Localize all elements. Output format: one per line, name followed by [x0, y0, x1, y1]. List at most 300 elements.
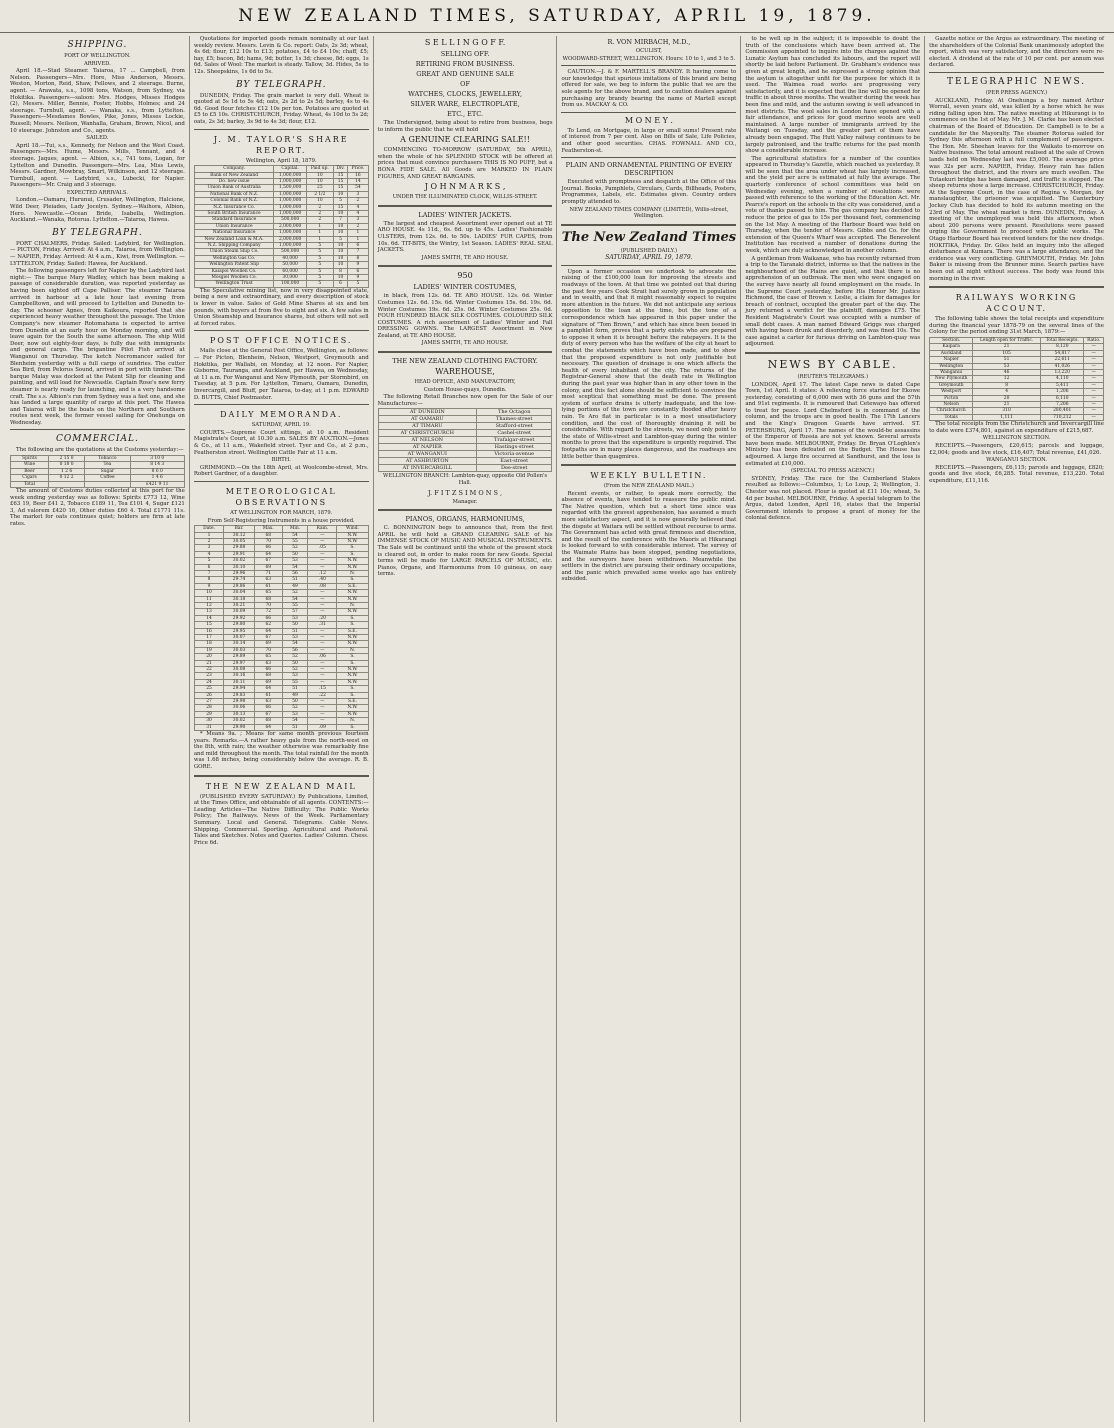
branch-cell: Thames-street: [476, 416, 552, 423]
divider: [745, 352, 920, 354]
meteo-cell: N.W.: [337, 596, 368, 602]
meteo-cell: 30.12: [224, 532, 255, 538]
mirbach-heading: R. VON MIRBACH, M.D.,: [607, 38, 691, 46]
divider: [561, 157, 736, 158]
costumes-heading: LADIES' WINTER COSTUMES,: [413, 283, 517, 292]
meteo-cell: S.: [337, 551, 368, 557]
meteo-cell: —: [308, 532, 337, 538]
rail-header: Ratio.: [1084, 337, 1104, 343]
meteo-cell: 29.83: [224, 692, 255, 698]
share-cell: 16: [348, 172, 368, 178]
branch-row: [378, 423, 552, 430]
meteo-cell: S.: [337, 615, 368, 621]
wanganui-section-heading: WANGANUI SECTION.: [986, 457, 1047, 464]
nz-mail-text: (PUBLISHED EVERY SATURDAY.) By Publications, Limited, at the Times Office, and obtainable of all agents. CONTENTS:— Leading Articles—The Native Difficulty; The Public Works Policy; The Railways. News of the Week. Parliamentary Summary. Local and General. Telegrams. Cable News. Shipping. Commercial. Sporting. Agricultural and Pastoral. Tales and Sketches. Notes and Queries. Ladies' Column. Chess. Price 6d.: [193, 793, 371, 846]
meteo-cell: 29.90: [224, 724, 255, 730]
meteo-cell: 14: [194, 615, 223, 621]
meteo-cell: 50: [282, 660, 308, 666]
meteo-header: Max.: [254, 526, 282, 532]
rail-cell: 1,111: [973, 414, 1041, 420]
meteo-cell: N.W.: [337, 705, 368, 711]
branch-cell: AT WANGANUI: [378, 451, 476, 458]
meteo-cell: .22: [308, 692, 337, 698]
share-cell: 7: [333, 217, 347, 223]
rail-cell: New Plymouth: [930, 376, 973, 382]
meteo-cell: 22: [194, 667, 223, 673]
meteo-cell: 52: [282, 654, 308, 660]
meteo-cell: 29.98: [224, 699, 255, 705]
meteo-cell: 52: [282, 667, 308, 673]
arrived-heading: ARRIVED.: [84, 60, 111, 67]
share-cell: 1,000,000: [274, 210, 306, 216]
meteo-cell: S.: [337, 654, 368, 660]
share-cell: Union Bank of Australia: [194, 185, 274, 191]
share-cell: Standard Insurance: [194, 217, 274, 223]
share-row: [194, 230, 368, 236]
share-cell: 1: [348, 230, 368, 236]
cable-sub: (REUTER'S TELEGRAMS.): [797, 373, 868, 380]
railways-heading: RAILWAYS WORKING ACCOUNT.: [955, 293, 1078, 314]
meteorological-table: [194, 525, 369, 731]
divider: [561, 65, 736, 66]
share-cell: Wellington Trust: [194, 281, 274, 287]
share-table: [194, 165, 369, 288]
meteo-cell: 30.02: [224, 718, 255, 724]
rail-cell: 41,026: [1041, 363, 1084, 369]
share-cell: 10: [306, 198, 333, 204]
share-cell: 9: [348, 262, 368, 268]
meteo-cell: 29.89: [224, 654, 255, 660]
rail-cell: —: [1084, 350, 1104, 356]
meteo-cell: —: [308, 699, 337, 705]
meteo-cell: 68: [254, 532, 282, 538]
share-header: Company.: [194, 166, 274, 172]
share-cell: 5: [333, 198, 347, 204]
wellington-section-heading: WELLINGTON SECTION.: [982, 435, 1051, 442]
meteo-cell: 62: [254, 622, 282, 628]
rail-row: [930, 414, 1104, 420]
printing-footer: NEW ZEALAND TIMES COMPANY (LIMITED), Willis-street, Wellington.: [569, 206, 729, 220]
meteo-cell: 54: [282, 718, 308, 724]
share-header: Price.: [348, 166, 368, 172]
meteo-cell: —: [308, 590, 337, 596]
column-4: [557, 36, 741, 1422]
market-text: Quotations for imported goods remain nominally at our last weekly review. Messrs. Levin & Co. report: Oats, 2s 3d; wheat, 4s 6d; flour, £12 10s to £13; potatoes, £4 to £4 10s; chaff, £5; hay, £5; bacon, 8d; hams, 9d; butter, 1s 3d; cheese, 8d; eggs, 1s 6d. Sales of Wool: The market is steady. Tallow, 3d. Hides, 5s to 12s. Sheepskins, 1s 6d to 5s.: [193, 36, 371, 75]
meteo-cell: 12: [194, 602, 223, 608]
rail-cell: —: [1084, 395, 1104, 401]
printing-heading: PLAIN AND ORNAMENTAL PRINTING OF EVERY DESCRIPTION: [565, 161, 733, 178]
divider: [194, 404, 369, 405]
customs-cell: Spirits: [11, 456, 49, 462]
rail-cell: 13,220: [1041, 370, 1084, 376]
meteo-cell: 52: [282, 705, 308, 711]
meteo-cell: —: [308, 635, 337, 641]
meteo-cell: 54: [282, 641, 308, 647]
divider: [10, 429, 185, 430]
share-cell: 1,000,000: [274, 230, 306, 236]
meteo-cell: 27: [194, 699, 223, 705]
by-telegraph-heading: BY TELEGRAPH.: [52, 227, 143, 238]
meteo-cell: 11: [194, 596, 223, 602]
rail-cell: 4,110: [1041, 376, 1084, 382]
customs-cell: Coffee: [85, 475, 130, 481]
meteo-cell: 19: [194, 647, 223, 653]
meteo-cell: 16: [194, 628, 223, 634]
divider: [929, 72, 1104, 73]
customs-cell: Total: [11, 481, 49, 487]
meteo-cell: —: [308, 711, 337, 717]
customs-cell: [48, 481, 84, 487]
meteo-cell: 49: [282, 583, 308, 589]
meteo-cell: 30.02: [224, 558, 255, 564]
branch-cell: AT TIMARU: [378, 423, 476, 430]
meteo-cell: .08: [308, 583, 337, 589]
marks-name: J O H N M A R K S ,: [424, 182, 506, 192]
post-office-text: Mails close at the General Post Office, Wellington, as follows:— For Picton, Blenheim, Nelson, Westport, Greymouth and Hokitika, per Wallabi, on Monday, at 12 noon. For Napier, Gisborne, Tauranga, and Auckland, per Hawea, on Wednesday, at 11 a.m. For Wanganui and New Plymouth, per Stormbird, on Tuesday, at 5 p.m. For Lyttelton, Timaru, Oamaru, Dunedin, Invercargill, and Bluff, per Taiaroa, to-day, at 1 p.m. EDWARD D. BUTTS, Chief Postmaster.: [193, 348, 371, 401]
sale-block-line: WATCHES, CLOCKS, JEWELLERY,: [408, 90, 523, 98]
grain-telegraph-heading: BY TELEGRAPH.: [235, 79, 327, 90]
columns: [6, 36, 1108, 1422]
rail-cell: 5,411: [1041, 382, 1084, 388]
share-cell: 10: [333, 255, 347, 261]
customs-cell: 1 4 6: [130, 475, 184, 481]
share-cell: 25: [306, 185, 333, 191]
meteo-cell: 55: [282, 538, 308, 544]
meteo-cell: 4: [194, 551, 223, 557]
meteo-cell: —: [308, 596, 337, 602]
railways-intro: The following table shows the total receipts and expenditure during the financial year 1878-79 on the several lines of the Colony for the period ending 31st March, 1879:—: [929, 316, 1106, 336]
meteo-cell: N.W.: [337, 609, 368, 615]
meteo-cell: 29.80: [224, 622, 255, 628]
rail-cell: —: [1084, 357, 1104, 363]
meteo-cell: 53: [282, 558, 308, 564]
share-cell: Do. new issue: [194, 178, 274, 184]
meteo-cell: 30.04: [224, 590, 255, 596]
branch-row: [378, 409, 552, 416]
meteo-cell: 54: [282, 564, 308, 570]
meteo-cell: —: [308, 628, 337, 634]
share-cell: 6: [348, 268, 368, 274]
meteo-cell: 30: [194, 718, 223, 724]
wellington-branch: WELLINGTON BRANCH: Lambton-quay, opposite Old Pollen's Hall.: [383, 473, 548, 487]
customs-cell: 0 12 2: [48, 475, 84, 481]
share-cell: 1,000,000: [274, 172, 306, 178]
meteo-cell: 51: [282, 724, 308, 730]
share-cell: 5: [306, 255, 333, 261]
meteo-cell: 53: [282, 711, 308, 717]
customs-cell: 3 10 0: [130, 456, 184, 462]
meteo-cell: N.W.: [337, 679, 368, 685]
winter-jackets-heading: LADIES' WINTER JACKETS.: [418, 210, 512, 219]
meteo-cell: .31: [308, 622, 337, 628]
rail-cell: —: [1084, 363, 1104, 369]
customs-cell: 2 15 0: [48, 456, 84, 462]
share-cell: 10: [333, 191, 347, 197]
divider: [929, 286, 1104, 288]
meteo-cell: 24: [194, 679, 223, 685]
meteo-cell: 65: [254, 590, 282, 596]
meteo-cell: 69: [254, 641, 282, 647]
costumes-text: in black, from 12s. 6d. TE ARO HOUSE. 12s. 6d. Winter Costumes 12s. 6d. 15s. 6d. Winter Costumes 15s. 6d. 19s. 6d. Winter Costumes 19s. 6d. 25s. 0d. Winter Costumes 25s. 0d. FOUR HUNDRED BLACK SILK COSTUMES. COLOURED SILK COSTUMES. A rich assortment of Ladies' Winter and Fall DRESSING GOWNS. The LARGEST Assortment in New Zealand, at TE ARO HOUSE.: [377, 293, 555, 339]
share-cell: 9: [348, 275, 368, 281]
local-news-a: to be well up in the subject; it is impossible to doubt the truth of the conclusions which have been arrived at. The Commission appointed to inquire into the charges against the Lunatic Asylum has concluded its labours, and the report will shortly be laid before Parliament. Dr. Grabham's evidence was given at great length, and he expressed a strong opinion that the asylum is altogether unfit for the purpose for which it is used. The Waimea road works are progressing very satisfactorily, and it is expected that the line will be opened for traffic in about three months. The weather during the week has been fine and mild, and the autumn sowing is well advanced in most districts. The wool sales in London have opened with a fair attendance, and prices for good merino wools are well maintained. A large number of immigrants arrived by the Waitangi on Tuesday, and the greater part of them have already been engaged. The Hutt Valley railway continues to be largely patronised, and the traffic returns for the past month show a considerable increase.: [745, 36, 922, 155]
rail-cell: —: [1084, 376, 1104, 382]
share-cell: 40,000: [274, 255, 306, 261]
divider: [561, 224, 736, 226]
customs-cell: Sugar: [85, 468, 130, 474]
weekly-bulletin-sub: (From the NEW ZEALAND MAIL.): [603, 483, 694, 490]
customs-row: [11, 481, 185, 487]
share-cell: Mosgiel Woollen Co.: [194, 275, 274, 281]
customs-cell: 8 14 3: [130, 462, 184, 468]
share-cell: 2: [306, 204, 333, 210]
warehouse-address: Custom House-quays, Dunedin.: [423, 386, 507, 393]
divider: [561, 265, 736, 266]
memoranda-text: COURTS.—Supreme Court sittings, at 10 a.m. Resident Magistrate's Court, at 10.30 a.m. SALES BY AUCTION.—Jones & Co., at 11 a.m., Wakefield street. Tyer and Co., at 2 p.m., Featherston street. Wellington Cattle Fair at 11 a.m.: [193, 429, 371, 456]
share-cell: Union Steam Ship Co.: [194, 249, 274, 255]
customs-cell: 0 18 0: [48, 462, 84, 468]
branch-row: [378, 416, 552, 423]
meteo-cell: 64: [254, 628, 282, 634]
branch-cell: Stafford-street: [476, 423, 552, 430]
meteo-cell: S.: [337, 692, 368, 698]
clothing-factory-heading: THE NEW ZEALAND CLOTHING FACTORY.: [392, 357, 538, 366]
meteo-cell: 29.92: [224, 615, 255, 621]
divider: [378, 205, 553, 207]
rail-cell: Kaipara: [930, 344, 973, 350]
special-heading: (SPECIAL TO PRESS AGENCY.): [790, 468, 875, 475]
telegraphic-text: AUCKLAND, Friday. At Onehunga a boy named Arthur Worrall, seven years old, was killed by a horse which he was riding falling upon him. The native meeting at Hikurangi is to commence on the 1st of May. Mr. J. M. Clarke has been elected chairman of the Board of Education. Dr. Campbell is to be a candidate for the Mayoralty. The steamer Rotorua sailed for Sydney this afternoon with a full complement of passengers. The Hon. Mr. Sheehan leaves for the Waikato to-morrow on Native business. The total amount realised at the sale of Crown lands held on Wednesday last was £5,000. The average price was 32s per acre. NAPIER, Friday. Heavy rain has fallen throughout the district, and the rivers are much swollen. The Tutaekuri bridge has been damaged, and traffic is stopped. The sheep returns show a large increase. CHRISTCHURCH, Friday. At the Supreme Court, in the case of Regina v. Morgan, for manslaughter, the prisoner was acquitted. The Canterbury Jockey Club has decided to hold its autumn meeting on the 23rd of May. The wheat market is firm. DUNEDIN, Friday. A meeting of the unemployed was held this afternoon, when about 200 persons were present. Resolutions were passed urging the Government to proceed with public works. The Otago Harbour Board has received tenders for the new dredge. HOKITIKA, Friday. Dr. Giles held an inquiry into the alleged disturbance at Kumara. There was a large attendance, and the evidence was very conflicting. GREYMOUTH, Friday. Mr. John Baker is missing from the Brunner mine. Search parties have been out all night without success. The body was found this morning in the river.: [929, 97, 1106, 282]
meteo-cell: .15: [308, 686, 337, 692]
divider: [378, 509, 553, 511]
mirbach-sub: OCULIST,: [635, 48, 662, 54]
rail-header: Section.: [930, 337, 973, 343]
sale-text: COMMENCING TO-MORROW (SATURDAY, 5th APRIL), when the whole of his SPLENDID STOCK will be offered at prices that must convince purchasers THIS IS NO PUFF, but a BONA FIDE SALE. All Goods are MARKED IN PLAIN FIGURES, AND GREAT BARGAINS.: [377, 147, 555, 180]
meteo-cell: 31: [194, 724, 223, 730]
share-cell: 10: [306, 172, 333, 178]
meteo-cell: 53: [282, 673, 308, 679]
rail-cell: Picton: [930, 395, 973, 401]
branch-cell: Cashel-street: [476, 430, 552, 437]
share-cell: Bank of New Zealand: [194, 172, 274, 178]
memoranda-date: SATURDAY, APRIL 19.: [251, 422, 311, 429]
meteo-cell: .12: [308, 570, 337, 576]
meteo-cell: 51: [282, 577, 308, 583]
branch-cell: AT OAMARU: [378, 416, 476, 423]
share-cell: 1,000,000: [274, 198, 306, 204]
rail-cell: Nelson: [930, 402, 973, 408]
share-cell: 5: [306, 281, 333, 287]
share-cell: 14: [348, 178, 368, 184]
share-cell: 10: [333, 249, 347, 255]
customs-cell: [85, 481, 130, 487]
share-cell: 30,000: [274, 275, 306, 281]
meteo-cell: —: [308, 602, 337, 608]
meteo-cell: 56: [282, 570, 308, 576]
te-aro-signature: JAMES SMITH, TE ARO HOUSE.: [421, 254, 509, 261]
issue-label: (PUBLISHED DAILY.): [620, 247, 678, 254]
meteo-cell: N.W.: [337, 564, 368, 570]
share-cell: 4: [348, 204, 368, 210]
meteo-cell: —: [308, 667, 337, 673]
meteo-cell: —: [308, 538, 337, 544]
meteo-cell: 67: [254, 558, 282, 564]
costumes-number: 950: [457, 271, 473, 281]
meteo-cell: 56: [282, 647, 308, 653]
meteo-cell: 20: [194, 654, 223, 660]
meteo-cell: 2: [194, 538, 223, 544]
meteo-row: [194, 724, 368, 730]
share-cell: 2: [306, 210, 333, 216]
rail-cell: 1,206: [1041, 389, 1084, 395]
meteo-cell: 18: [194, 641, 223, 647]
meteo-cell: 64: [254, 724, 282, 730]
meteo-cell: 63: [254, 577, 282, 583]
meteo-cell: 30.05: [224, 538, 255, 544]
share-cell: Wellington Patent Slip: [194, 262, 274, 268]
share-cell: 1: [306, 223, 333, 229]
rail-cell: —: [1084, 344, 1104, 350]
meteo-cell: —: [308, 551, 337, 557]
rail-cell: 20: [973, 395, 1041, 401]
customs-cell: 1 2 6: [48, 468, 84, 474]
meteo-cell: 67: [254, 635, 282, 641]
share-header: Div.: [333, 166, 347, 172]
share-row: [194, 178, 368, 184]
share-cell: 1,000,000: [274, 191, 306, 197]
share-cell: 4: [348, 210, 368, 216]
meteo-cell: 6: [194, 564, 223, 570]
meteo-header: Bar.: [224, 526, 255, 532]
rail-cell: —: [1084, 382, 1104, 388]
branch-row: [378, 437, 552, 444]
rail-cell: Auckland: [930, 350, 973, 356]
share-cell: 50,000: [274, 262, 306, 268]
cable-heading: NEWS BY CABLE.: [767, 357, 898, 371]
meteo-cell: 3: [194, 545, 223, 551]
meteorological-heading: METEOROLOGICAL OBSERVATIONS: [225, 486, 337, 507]
meteo-cell: —: [308, 609, 337, 615]
memoranda-heading: DAILY MEMORANDA.: [220, 410, 343, 420]
paper-title: The New Zealand Times: [561, 229, 737, 245]
share-cell: 2,000,000: [274, 223, 306, 229]
divider: [194, 129, 369, 130]
meteo-cell: 68: [254, 673, 282, 679]
meteo-cell: 29.86: [224, 583, 255, 589]
meteo-cell: 70: [254, 647, 282, 653]
meteo-cell: 29.88: [224, 545, 255, 551]
share-cell: 54: [348, 185, 368, 191]
meteo-cell: 10: [194, 590, 223, 596]
share-cell: 8: [333, 268, 347, 274]
branch-cell: Dee-street: [476, 465, 552, 472]
share-cell: 8: [348, 255, 368, 261]
meteo-cell: N.W.: [337, 667, 368, 673]
share-cell: 5: [306, 262, 333, 268]
share-report-heading: J. M. TAYLOR'S SHARE REPORT.: [213, 134, 349, 155]
share-cell: 2 1/2: [306, 191, 333, 197]
divider: [378, 351, 553, 353]
meteo-cell: 71: [254, 570, 282, 576]
meteo-cell: 30.07: [224, 635, 255, 641]
share-cell: 1: [348, 236, 368, 242]
meteo-cell: 66: [254, 615, 282, 621]
share-cell: 1,500,000: [274, 185, 306, 191]
weekly-bulletin-text: Recent events, or rather, to speak more correctly, the absence of events, have tended to reassure the public mind. The Native question, which but a short time since was regarded with the gravest apprehension, has assumed a much more satisfactory aspect, and it is now generally believed that the dispute at Waitara will be settled without recourse to arms. The Government has acted with great firmness and discretion, and the result of the conference with the Maoris at Hikurangi is looked forward to with considerable interest. The survey of the Waimate Plains has been stopped, pending negotiations, and the surveyors have been withdrawn. Meanwhile the settlers in the district are pursuing their ordinary occupations, and the panic which prevailed some weeks ago has entirely subsided.: [561, 490, 739, 583]
rail-cell: 51: [973, 357, 1041, 363]
meteo-cell: 30.11: [224, 679, 255, 685]
meteo-cell: 9: [194, 583, 223, 589]
commercial-intro: The following are the quotations at the Customs yesterday:—: [16, 447, 184, 454]
meteo-cell: 53: [282, 615, 308, 621]
rail-cell: Napier: [930, 357, 973, 363]
meteo-cell: —: [308, 641, 337, 647]
share-cell: 5: [348, 281, 368, 287]
divider: [378, 265, 553, 267]
share-cell: Union Insurance: [194, 223, 274, 229]
branches-intro: The following Retail Branches now open for the Sale of our Manufactures:—: [377, 394, 555, 407]
rail-cell: 8,120: [1041, 344, 1084, 350]
meteo-cell: 13: [194, 609, 223, 615]
meteo-cell: 29.74: [224, 577, 255, 583]
share-cell: 10: [333, 230, 347, 236]
share-cell: Colonial Bank of N.Z.: [194, 198, 274, 204]
rail-header: Length open for Traffic.: [973, 337, 1041, 343]
local-news-b: The agricultural statistics for a number of the counties appeared in Thursday's Gazette, which reached us yesterday. It will be seen that the area under wheat has largely increased, and the yield per acre is estimated at fully the average. The quarterly conference of school committees was held on Wednesday evening, when a number of resolutions were passed with reference to the working of the Education Act. Mr. Pearce's report on the schools in the city was considered, and a vote of thanks passed to him. The gas company has decided to reduce the price of gas to 15s per thousand feet, commencing on the 1st May. A meeting of the Harbour Board was held on Thursday, when the tender of Messrs. Gibbs and Co. for the extension of the Queen's Wharf was accepted. The Benevolent Institution has received a number of donations during the week, which are duly acknowledged in another column.: [745, 155, 922, 254]
meteo-cell: 30.21: [224, 602, 255, 608]
meteo-cell: —: [308, 564, 337, 570]
meteo-cell: 15: [194, 622, 223, 628]
money-text: To Lend, on Mortgage, in large or small sums! Present rate of interest from 7 per cent. Also on Bills of Sale, Life Policies, and other good securities. CHAS. FOWNALL AND CO., Featherston-st.: [561, 127, 739, 154]
share-header: Capital.: [274, 166, 306, 172]
meteo-cell: 70: [254, 602, 282, 608]
sale-block-line: ETC., ETC.: [447, 110, 484, 118]
sale-block-line: OF: [460, 80, 470, 88]
pianos-heading: PIANOS, ORGANS, HARMONIUMS,: [405, 515, 525, 524]
meteo-cell: 66: [254, 705, 282, 711]
share-row: [194, 210, 368, 216]
customs-row: [11, 456, 185, 462]
customs-cell: Wine: [11, 462, 49, 468]
meteo-cell: N.W.: [337, 641, 368, 647]
meteo-cell: 30.09: [224, 609, 255, 615]
editorial-text: Upon a former occasion we undertook to advocate the raising of the £100,000 loan for improving the streets and roadways of the town. At that time we pointed out that during the past few years Cook Strait had surely grown in population and in wealth, and that it might reasonably expect to require more attention in the future. We did not anticipate any serious opposition to the loan at the time, but the tone of a correspondence which has appeared in this paper under the signature of "Tom Brown," and which has since been issued in a pamphlet form, proves that a party exists who are prepared to oppose it when it is brought before the ratepayers. It is the duty of every person who has the welfare of the city at heart to combat the statements which have been made, and to show that the proposed expenditure is not only justifiable but necessary. The question of drainage is one which affects the health of every inhabitant of the city. The returns of the Registrar-General show that the death rate in Wellington during the past year was higher than in any other town in the colony, and this fact alone should be sufficient to convince the most sceptical that something must be done. The present system of surface drains is utterly inadequate, and the low-lying portions of the town are constantly flooded after heavy rain. Te Aro flat in particular is in a most unsatisfactory condition, and the cost of thoroughly draining it will be considerable. With regard to the streets, we need only point to the state of Willis-street and Lambton-quay during the winter months to prove that the expenditure is urgently required. The footpaths are in many places dangerous, and the roadways are little better than quagmires.: [561, 268, 739, 460]
share-cell: 10: [333, 210, 347, 216]
meteo-cell: 55: [282, 602, 308, 608]
share-cell: 15: [333, 172, 347, 178]
meteo-cell: 23: [194, 673, 223, 679]
rail-cell: 710,212: [1041, 414, 1084, 420]
fitzsimons-title: Manager.: [452, 498, 478, 505]
column-1: [6, 36, 190, 1422]
meteo-cell: 29.94: [224, 686, 255, 692]
meteo-cell: N.W.: [337, 711, 368, 717]
warehouse-heading: WAREHOUSE,: [435, 367, 495, 377]
meteo-cell: S.: [337, 724, 368, 730]
meteo-cell: 51: [282, 686, 308, 692]
special-text: SYDNEY, Friday. The race for the Cumberland Stakes resulted as follows:—Columbus, 1; Lo Loup, 2; Wellington, 3. Chester was not placed. Flour is quoted at £11 10s; wheat, 5s 4d per bushel. MELBOURNE, Friday. A special telegram to the Argus, dated London, April 16, states that the Imperial Government intends to propose a grant of money for the colonial defence.: [745, 475, 922, 522]
branch-cell: Victoria-avenue: [476, 451, 552, 458]
branch-cell: AT CHRISTCHURCH: [378, 430, 476, 437]
branch-cell: AT NELSON: [378, 437, 476, 444]
share-cell: National Bank of N.Z.: [194, 191, 274, 197]
fitzsimons-name: J. F I T Z S I M O N S ,: [428, 488, 503, 497]
meteo-cell: S.: [337, 545, 368, 551]
meteorological-remarks: * Means 9a. ; Means for same month previous fourteen years. Remarks.—A rather heavy gale from the north-west on the 8th, with rain; the weather otherwise was remarkably fine and mild throughout the month. The total rainfall for the month was 1.68 inches, being considerably below the average. R. B. GORE.: [193, 731, 371, 771]
shipping-news-text: The following passengers left for Napier by the Ladybird last night:— The barque Mary Wadley, which has been making a passage of considerable duration, was reported yesterday as having been sighted off Cape Palliser. The steamer Taiaroa arrived in harbour at a late hour last evening from Campbelltown, and will proceed to Lyttelton and Dunedin to-day. The schooner Agnes, from Kaikoura, reported that she experienced heavy weather throughout the passage. The Union Company's new steamer Rotomahana is expected to arrive from Dunedin at an early hour on Monday morning, and will leave again for the South the same afternoon. The ship Wild Deer, now out eighty-four days, is fully due with immigrants and general cargo. The brigantine Pilot Fish arrived at Wanganui on Thursday. The ketch Necromancer sailed for Blenheim yesterday with a full cargo of sundries. The cutter Sea Bird, from Pelorus Sound, arrived in port with timber. The barque Malay was docked at the Patent Slip for cleaning and painting, and will load for Newcastle. Captain Rose's new ferry steamer is nearly ready for launching, and is a very handsome craft. The s.s. Albion's run from Sydney was a fast one, and she has landed a large quantity of cargo at this port. The Hawea and Taiaroa will be the boats on the Northern and Southern routes next week, the former vessel sailing for Onehunga on Wednesday.: [10, 268, 187, 426]
meteo-cell: 49: [282, 692, 308, 698]
rail-cell: Christchurch: [930, 408, 973, 414]
